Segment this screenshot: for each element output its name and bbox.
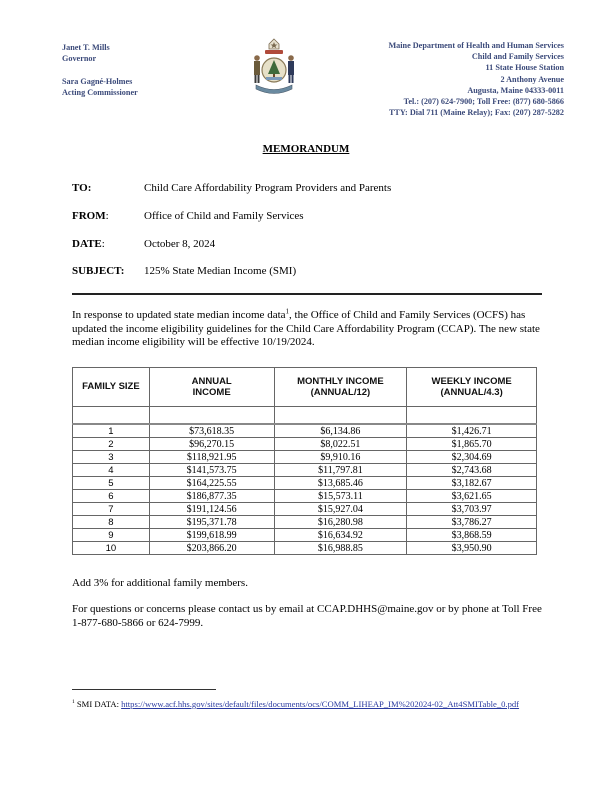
footnote-label: SMI DATA: — [76, 698, 122, 709]
monthly-income-cell: $9,910.16 — [274, 451, 407, 464]
weekly-income-cell: $2,743.68 — [407, 464, 537, 477]
table-row — [73, 451, 537, 464]
commissioner-name: Sara Gagné-Holmes — [62, 77, 133, 86]
table-row — [73, 477, 537, 490]
annual-income-cell: $191,124.56 — [149, 503, 274, 516]
monthly-income-cell: $15,573.11 — [274, 490, 407, 503]
field-label: DATE — [72, 238, 102, 250]
weekly-income-cell: $3,950.90 — [407, 542, 537, 555]
weekly-income-cell: $3,621.65 — [407, 490, 537, 503]
contact-paragraph: For questions or concerns please contact us by email at CCAP.DHHS@maine.gov or by phone at Toll Free 1-877-680-5866 or 624-7999. — [72, 603, 542, 629]
field-label: TO: — [72, 182, 92, 194]
table-row — [73, 438, 537, 451]
weekly-income-cell: $3,786.27 — [407, 516, 537, 529]
monthly-income-cell: $11,797.81 — [274, 464, 407, 477]
table-row — [73, 490, 537, 503]
annual-income-cell: $164,225.55 — [149, 477, 274, 490]
letterhead-department-address — [388, 40, 564, 118]
monthly-income-cell: $16,988.85 — [274, 542, 407, 555]
field-value: 125% State Median Income (SMI) — [144, 265, 297, 277]
income-eligibility-table — [72, 367, 537, 555]
table-row — [73, 542, 537, 555]
footnote-divider — [72, 689, 216, 690]
annual-income-cell: $186,877.35 — [149, 490, 274, 503]
header-annual-income: ANNUAL INCOME — [149, 368, 274, 407]
field-value: Office of Child and Family Services — [144, 210, 304, 222]
family-size-cell: 10 — [73, 542, 150, 555]
monthly-income-cell: $13,685.46 — [274, 477, 407, 490]
monthly-income-cell: $6,134.86 — [274, 424, 407, 438]
field-label: FROM — [72, 210, 106, 222]
footnote-reference[interactable]: 1 — [285, 307, 290, 316]
commissioner-title: Acting Commissioner — [62, 88, 138, 97]
weekly-income-cell: $3,703.97 — [407, 503, 537, 516]
family-size-cell: 3 — [73, 451, 150, 464]
family-size-cell: 9 — [73, 529, 150, 542]
table-row — [73, 424, 537, 438]
weekly-income-cell: $3,182.67 — [407, 477, 537, 490]
maine-state-seal-icon — [250, 38, 298, 96]
weekly-income-cell: $2,304.69 — [407, 451, 537, 464]
weekly-income-cell: $1,865.70 — [407, 438, 537, 451]
monthly-income-cell: $15,927.04 — [274, 503, 407, 516]
family-size-cell: 8 — [73, 516, 150, 529]
annual-income-cell: $96,270.15 — [149, 438, 274, 451]
annual-income-cell: $203,866.20 — [149, 542, 274, 555]
header-weekly-income: WEEKLY INCOME (ANNUAL/4.3) — [407, 368, 537, 407]
table-row — [73, 464, 537, 477]
field-label: SUBJECT: — [72, 265, 125, 277]
smi-data-link[interactable]: https://www.acf.hhs.gov/sites/default/files/documents/ocs/COMM_LIHEAP_IM%202024-02_Att4SMITable_0.pdf — [121, 698, 520, 709]
governor-title: Governor — [62, 54, 97, 63]
address-station: 11 State House Station — [485, 63, 564, 73]
header-monthly-income: MONTHLY INCOME (ANNUAL/12) — [274, 368, 407, 407]
field-value: Child Care Affordability Program Providers and Parents — [144, 182, 392, 194]
annual-income-cell: $195,371.78 — [149, 516, 274, 529]
annual-income-cell: $141,573.75 — [149, 464, 274, 477]
annual-income-cell: $118,921.95 — [149, 451, 274, 464]
weekly-income-cell: $3,868.59 — [407, 529, 537, 542]
table-spacer-row — [73, 407, 537, 425]
header-family-size: FAMILY SIZE — [73, 368, 150, 407]
family-size-cell: 4 — [73, 464, 150, 477]
footnote — [72, 697, 542, 710]
footnote-number: 1 — [72, 699, 75, 705]
address-street: 2 Anthony Avenue — [500, 74, 564, 84]
division-name: Child and Family Services — [471, 52, 564, 62]
annual-income-cell: $73,618.35 — [149, 424, 274, 438]
family-size-cell: 1 — [73, 424, 150, 438]
tty-fax-numbers: TTY: Dial 711 (Maine Relay); Fax: (207) 287-5282 — [388, 108, 564, 118]
table-row — [73, 529, 537, 542]
family-size-cell: 2 — [73, 438, 150, 451]
family-size-cell: 5 — [73, 477, 150, 490]
monthly-income-cell: $8,022.51 — [274, 438, 407, 451]
intro-paragraph: In response to updated state median income data$^1$, the Office of Child and Family Services (OCFS) has updated the income eligibility guidelines for the Child Care Affordability Program (CCAP). The new state median income eligibility will be effective 10/19/2024. — [72, 307, 540, 348]
table-header-row — [73, 368, 537, 407]
annual-income-cell: $199,618.99 — [149, 529, 274, 542]
address-city: Augusta, Maine 04333-0011 — [467, 85, 564, 95]
phone-numbers: Tel.: (207) 624-7900; Toll Free: (877) 680-5866 — [403, 97, 564, 107]
table-row — [73, 516, 537, 529]
table-row — [73, 503, 537, 516]
governor-name: Janet T. Mills — [62, 43, 110, 52]
department-name: Maine Department of Health and Human Services — [388, 41, 564, 50]
header-divider — [72, 293, 542, 295]
monthly-income-cell: $16,280.98 — [274, 516, 407, 529]
field-value: October 8, 2024 — [144, 238, 216, 250]
additional-members-note: Add 3% for additional family members. — [72, 577, 248, 589]
family-size-cell: 7 — [73, 503, 150, 516]
letterhead-officials — [62, 42, 138, 98]
memo-title: MEMORANDUM — [262, 143, 350, 155]
monthly-income-cell: $16,634.92 — [274, 529, 407, 542]
weekly-income-cell: $1,426.71 — [407, 424, 537, 438]
family-size-cell: 6 — [73, 490, 150, 503]
